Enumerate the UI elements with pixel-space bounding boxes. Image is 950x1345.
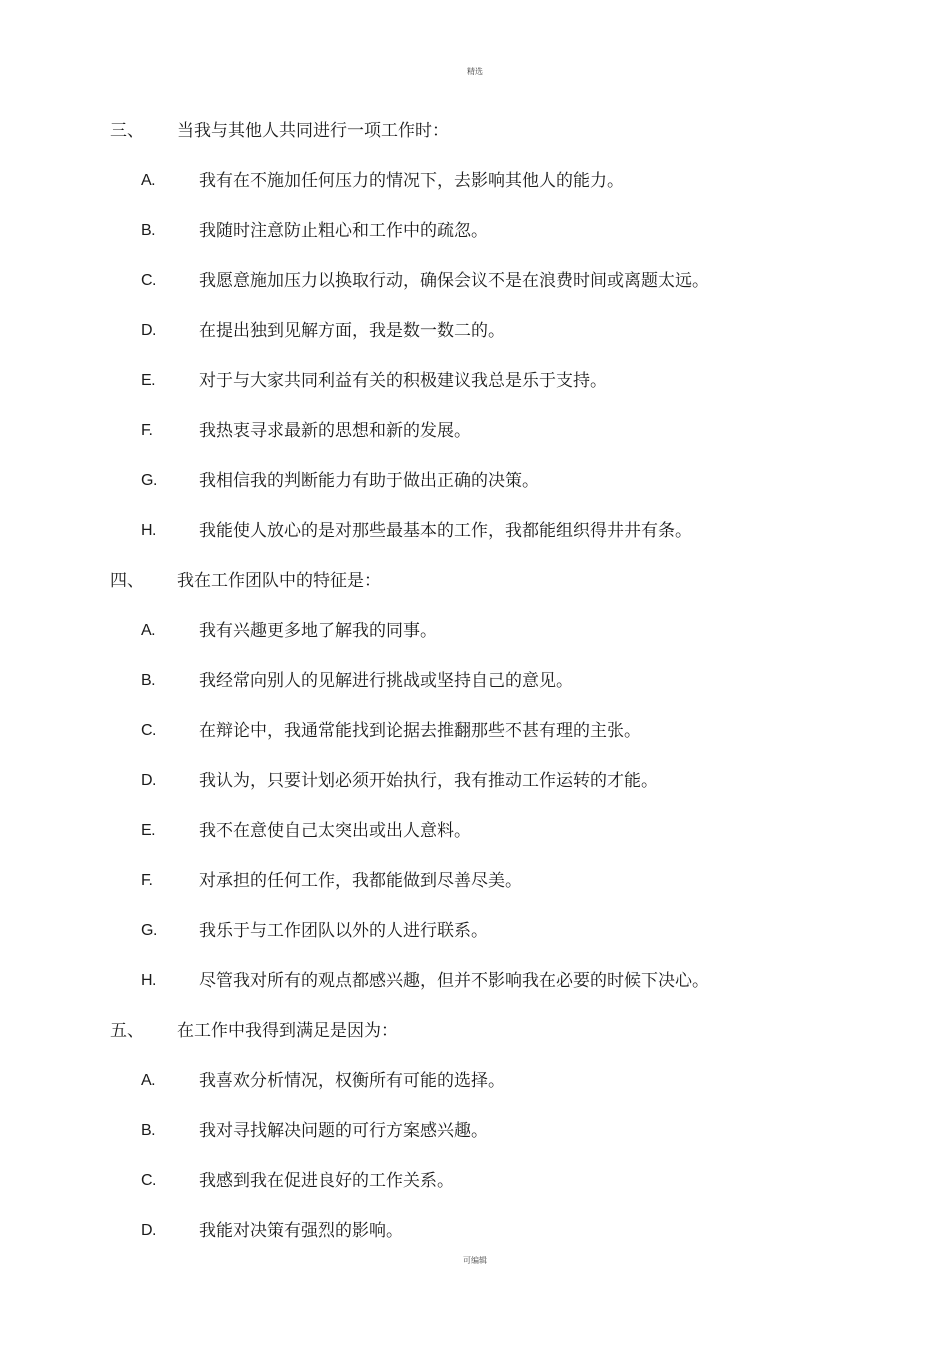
option-text: 我认为，只要计划必须开始执行，我有推动工作运转的才能。 (199, 771, 658, 791)
option-letter: H. (141, 972, 156, 989)
option-item (0, 1168, 950, 1218)
questionnaire-content (0, 118, 950, 1268)
section-number: 四、 (110, 571, 144, 591)
option-letter: A. (141, 172, 156, 189)
section-title: 当我与其他人共同进行一项工作时： (177, 121, 449, 141)
option-item (0, 268, 950, 318)
option-text: 我能对决策有强烈的影响。 (199, 1221, 403, 1241)
option-text: 我热衷寻求最新的思想和新的发展。 (199, 421, 471, 441)
option-letter: F. (141, 872, 153, 889)
option-item (0, 418, 950, 468)
option-letter: C. (141, 272, 156, 289)
option-item (0, 518, 950, 568)
option-text: 尽管我对所有的观点都感兴趣，但并不影响我在必要的时候下决心。 (199, 971, 709, 991)
option-letter: C. (141, 722, 156, 739)
option-letter: E. (141, 372, 156, 389)
option-item (0, 1068, 950, 1118)
option-letter: C. (141, 1172, 156, 1189)
option-item (0, 318, 950, 368)
option-letter: H. (141, 522, 156, 539)
option-text: 我不在意使自己太突出或出人意料。 (199, 821, 471, 841)
section-heading (0, 1018, 950, 1068)
option-text: 我经常向别人的见解进行挑战或坚持自己的意见。 (199, 671, 573, 691)
option-text: 我愿意施加压力以换取行动，确保会议不是在浪费时间或离题太远。 (199, 271, 709, 291)
option-text: 我有兴趣更多地了解我的同事。 (199, 621, 437, 641)
option-text: 我能使人放心的是对那些最基本的工作，我都能组织得井井有条。 (199, 521, 692, 541)
option-letter: F. (141, 422, 153, 439)
option-item (0, 668, 950, 718)
option-letter: A. (141, 1072, 156, 1089)
option-letter: B. (141, 672, 156, 689)
option-text: 我随时注意防止粗心和工作中的疏忽。 (199, 221, 488, 241)
option-letter: B. (141, 222, 156, 239)
section-heading (0, 118, 950, 168)
option-text: 我对寻找解决问题的可行方案感兴趣。 (199, 1121, 488, 1141)
page-footer: 可编辑 (463, 1256, 487, 1265)
option-letter: B. (141, 1122, 156, 1139)
option-text: 在提出独到见解方面，我是数一数二的。 (199, 321, 505, 341)
option-item (0, 868, 950, 918)
option-text: 对于与大家共同利益有关的积极建议我总是乐于支持。 (199, 371, 607, 391)
option-letter: D. (141, 772, 156, 789)
option-item (0, 918, 950, 968)
section-number: 五、 (110, 1021, 144, 1041)
option-item (0, 1118, 950, 1168)
section-title: 在工作中我得到满足是因为： (177, 1021, 398, 1041)
option-letter: E. (141, 822, 156, 839)
option-text: 在辩论中，我通常能找到论据去推翻那些不甚有理的主张。 (199, 721, 641, 741)
option-letter: D. (141, 322, 156, 339)
option-item (0, 968, 950, 1018)
option-item (0, 218, 950, 268)
option-item (0, 168, 950, 218)
page-header: 精选 (467, 67, 483, 76)
option-letter: G. (141, 472, 157, 489)
option-text: 对承担的任何工作，我都能做到尽善尽美。 (199, 871, 522, 891)
option-text: 我有在不施加任何压力的情况下，去影响其他人的能力。 (199, 171, 624, 191)
option-letter: D. (141, 1222, 156, 1239)
option-letter: A. (141, 622, 156, 639)
option-item (0, 618, 950, 668)
section-number: 三、 (110, 121, 144, 141)
option-item (0, 368, 950, 418)
section-title: 我在工作团队中的特征是： (177, 571, 381, 591)
option-text: 我相信我的判断能力有助于做出正确的决策。 (199, 471, 539, 491)
option-item (0, 768, 950, 818)
option-text: 我喜欢分析情况，权衡所有可能的选择。 (199, 1071, 505, 1091)
option-text: 我感到我在促进良好的工作关系。 (199, 1171, 454, 1191)
option-item (0, 468, 950, 518)
option-text: 我乐于与工作团队以外的人进行联系。 (199, 921, 488, 941)
option-item (0, 818, 950, 868)
option-item (0, 718, 950, 768)
option-letter: G. (141, 922, 157, 939)
section-heading (0, 568, 950, 618)
